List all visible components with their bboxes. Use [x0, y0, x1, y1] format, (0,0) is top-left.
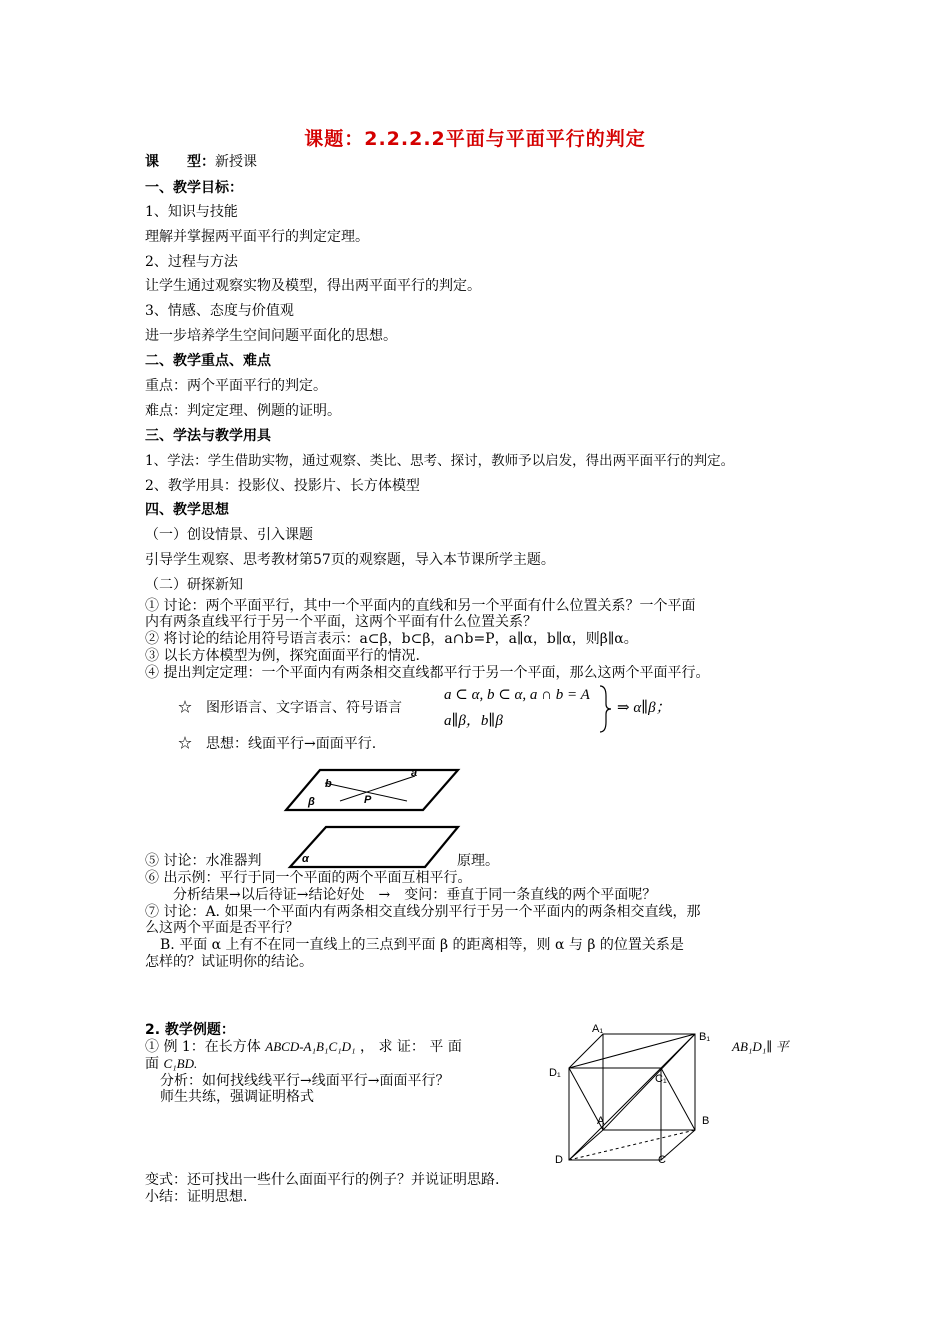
page-title: 课题：2.2.2.2平面与平面平行的判定 — [304, 128, 646, 150]
vertex-d1: D₁ — [549, 1067, 561, 1079]
label-b: b — [325, 778, 332, 790]
text-line: 难点：判定定理、例题的证明。 — [145, 403, 341, 419]
section-heading-4: 四、教学思想 — [145, 502, 229, 518]
text-line: 怎样的？试证明你的结论。 — [145, 954, 313, 970]
text-line: ⑥ 出示例：平行于同一个平面的两个平面互相平行。 — [145, 870, 472, 886]
vertex-b: B — [702, 1115, 710, 1127]
text-line: 小结：证明思想. — [145, 1189, 248, 1205]
text-line: 进一步培养学生空间问题平面化的思想。 — [145, 328, 397, 344]
cube-figure — [545, 1020, 720, 1165]
label-alpha: α — [302, 853, 309, 865]
solid-name: ABCD-A₁B₁C₁D₁ — [265, 1039, 356, 1054]
text-line: 师生共练，强调证明格式 — [160, 1089, 314, 1105]
vertex-c1: C₁ — [655, 1073, 667, 1085]
text-line: （二）研探新知 — [145, 577, 243, 593]
text-line: 2、过程与方法 — [145, 254, 238, 270]
text-line: 1、知识与技能 — [145, 204, 238, 220]
plane-name: C₁BD. — [163, 1056, 198, 1071]
formula-brace — [598, 684, 614, 734]
text-line: ☆ 思想：线面平行→面面平行. — [178, 736, 377, 752]
planes-figure — [280, 764, 465, 874]
text-line: 分析：如何找线线平行→线面平行→面面平行？ — [160, 1073, 450, 1089]
label-a: a — [411, 767, 418, 779]
text-line: 让学生通过观察实物及模型，得出两平面平行的判定。 — [145, 278, 481, 294]
text-line: ③ 以长方体模型为例，探究面面平行的情况. — [145, 648, 420, 664]
example-line — [145, 1055, 197, 1073]
diag-bd — [569, 1130, 695, 1160]
text-line: 3、情感、态度与价值观 — [145, 303, 294, 319]
text-fragment: 面 — [145, 1056, 164, 1072]
text-fragment: ① 例 1：在长方体 — [145, 1039, 266, 1055]
lesson-type-label: 课 型： — [145, 154, 215, 170]
vertex-a1: A₁ — [592, 1023, 604, 1035]
text-line: ① 讨论：两个平面平行，其中一个平面内的直线和另一个平面有什么位置关系？一个平面 — [145, 598, 696, 614]
diag-ab1 — [603, 1034, 695, 1130]
label-p: P — [364, 794, 372, 806]
text-line: ☆ 图形语言、文字语言、符号语言 — [178, 700, 402, 716]
text-line: 原理。 — [457, 853, 499, 869]
lesson-type-value: 新授课 — [215, 154, 257, 170]
text-line: 变式：还可找出一些什么面面平行的例子？并说证明思路. — [145, 1172, 500, 1188]
text-line: ② 将讨论的结论用符号语言表示：a⊂β，b⊂β，a∩b=P，a∥α，b∥α，则β∥α。 — [145, 631, 638, 647]
vertex-d: D — [555, 1154, 563, 1165]
formula-result: ⇒ α∥β； — [617, 700, 671, 716]
text-line: （一）创设情景、引入课题 — [145, 527, 313, 543]
text-line: 重点：两个平面平行的判定。 — [145, 378, 327, 394]
section-heading-2: 二、教学重点、难点 — [145, 353, 271, 369]
example-line — [145, 1038, 462, 1056]
plane-alpha — [290, 827, 458, 867]
section-heading-5: 2. 教学例题： — [145, 1022, 235, 1038]
text-line: 理解并掌握两平面平行的判定定理。 — [145, 229, 369, 245]
section-heading-3: 三、学法与教学用具 — [145, 428, 271, 444]
text-line: ⑦ 讨论：A. 如果一个平面内有两条相交直线分别平行于另一个平面内的两条相交直线，那 — [145, 904, 701, 920]
text-line: 内有两条直线平行于另一个平面，这两个平面有什么位置关系？ — [145, 614, 537, 630]
text-line: 2、教学用具：投影仪、投影片、长方体模型 — [145, 478, 420, 494]
formula-line-1: a ⊂ α, b ⊂ α, a ∩ b = A — [444, 687, 590, 703]
text-line: 1、学法：学生借助实物，通过观察、类比、思考、探讨，教师予以启发，得出两平面平行的判定。 — [145, 453, 735, 469]
text-line: ⑤ 讨论：水准器判 — [145, 853, 262, 869]
label-beta: β — [308, 796, 315, 808]
edge-bc — [661, 1130, 695, 1160]
text-line: 分析结果→以后待证→结论好处 → 变问：垂直于同一条直线的两个平面呢？ — [173, 887, 657, 903]
plane-name: AB₁D₁∥ 平 — [732, 1039, 789, 1054]
vertex-a: A — [597, 1115, 605, 1127]
section-heading-1: 一、教学目标： — [145, 180, 243, 196]
text-line: B. 平面 α 上有不在同一直线上的三点到平面 β 的距离相等，则 α 与 β 的位置关系是 — [160, 937, 684, 953]
example-line-right — [732, 1038, 789, 1056]
diag-b1d1 — [569, 1034, 695, 1068]
vertex-b1: B₁ — [699, 1031, 711, 1043]
diag-c1d — [569, 1068, 661, 1160]
vertex-c: C — [658, 1154, 666, 1165]
text-fragment: ， 求 证： 平 面 — [355, 1039, 462, 1055]
formula-line-2: a∥β，b∥β — [444, 713, 503, 729]
text-line: 么这两个平面是否平行？ — [145, 920, 299, 936]
lesson-type — [145, 153, 257, 171]
text-line: ④ 提出判定定理：一个平面内有两条相交直线都平行于另一个平面，那么这两个平面平行。 — [145, 665, 710, 681]
text-line: 引导学生观察、思考教材第57页的观察题，导入本节课所学主题。 — [145, 552, 555, 568]
